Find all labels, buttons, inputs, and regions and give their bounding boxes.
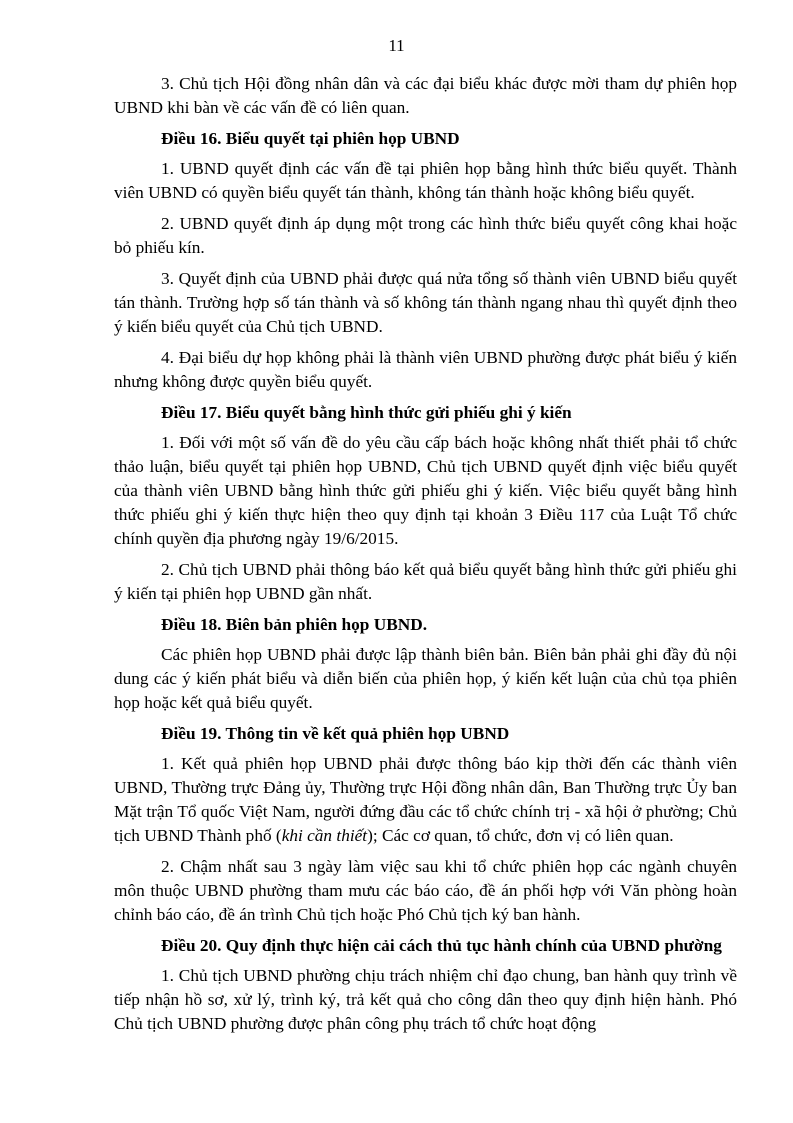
paragraph-art18: Các phiên họp UBND phải được lập thành biên bản. Biên bản phải ghi đầy đủ nội dung các ý kiến phát biểu và diễn biến của phiên họp, ý kiến kết luận của chủ tọa phiên họp hoặc kết quả biểu quyết.	[114, 645, 737, 712]
article-18-heading: Điều 18. Biên bản phiên họp UBND.	[161, 615, 428, 634]
paragraph-art15-clause3: 3. Chủ tịch Hội đồng nhân dân và các đại biểu khác được mời tham dự phiên họp UBND khi bàn về các vấn đề có liên quan.	[114, 74, 737, 117]
document-body	[114, 72, 737, 1043]
paragraph-art16-clause4: 4. Đại biểu dự họp không phải là thành viên UBND phường được phát biểu ý kiến nhưng không được quyền biểu quyết.	[114, 348, 737, 391]
article-20-heading: Điều 20. Quy định thực hiện cải cách thủ tục hành chính của UBND phường	[161, 936, 722, 955]
paragraph-art19-clause2: 2. Chậm nhất sau 3 ngày làm việc sau khi tổ chức phiên họp các ngành chuyên môn thuộc UBND phường tham mưu các báo cáo, đề án phối hợp với Văn phòng hoàn chỉnh báo cáo, đề án trình Chủ tịch hoặc Phó Chủ tịch ký ban hành.	[114, 857, 737, 924]
article-19-heading: Điều 19. Thông tin về kết quả phiên họp UBND	[161, 724, 510, 743]
art19-clause1-italic-note: khi cần thiết	[281, 826, 368, 845]
art19-clause1-text-after: ); Các cơ quan, tổ chức, đơn vị có liên quan.	[367, 826, 674, 845]
article-16-heading: Điều 16. Biểu quyết tại phiên họp UBND	[161, 129, 460, 148]
paragraph-art20-clause1: 1. Chủ tịch UBND phường chịu trách nhiệm chỉ đạo chung, ban hành quy trình về tiếp nhận hồ sơ, xử lý, trình ký, trả kết quả cho công dân theo quy định hiện hành. Phó Chủ tịch UBND phường được phân công phụ trách tổ chức hoạt động	[114, 966, 737, 1033]
art19-clause1-text-before: 1. Kết quả phiên họp UBND phải được thông báo kịp thời đến các thành viên UBND, Thường trực Đảng ủy, Thường trực Hội đồng nhân dân, Ban Thường trực Ủy ban Mặt trận Tổ quốc Việt Nam, người đứng đầu các tổ chức chính trị - xã hội ở phường; Chủ tịch UBND Thành phố (	[114, 754, 737, 845]
paragraph-art16-clause3: 3. Quyết định của UBND phải được quá nửa tổng số thành viên UBND biểu quyết tán thành. Trường hợp số tán thành và số không tán thành ngang nhau thì quyết định theo ý kiến biểu quyết của Chủ tịch UBND.	[114, 269, 737, 336]
paragraph-art16-clause1: 1. UBND quyết định các vấn đề tại phiên họp bằng hình thức biểu quyết. Thành viên UBND có quyền biểu quyết tán thành, không tán thành hoặc không biểu quyết.	[114, 159, 737, 202]
paragraph-art17-clause2: 2. Chủ tịch UBND phải thông báo kết quả biểu quyết bằng hình thức gửi phiếu ghi ý kiến tại phiên họp UBND gần nhất.	[114, 560, 737, 603]
paragraph-art17-clause1: 1. Đối với một số vấn đề do yêu cầu cấp bách hoặc không nhất thiết phải tổ chức thảo luận, biểu quyết tại phiên họp UBND, Chủ tịch UBND quyết định việc biểu quyết của thành viên UBND bằng hình thức gửi phiếu ghi ý kiến. Việc biểu quyết bằng hình thức phiếu ghi ý kiến thực hiện theo quy định tại khoản 3 Điều 117 của Luật Tổ chức chính quyền địa phương ngày 19/6/2015.	[114, 433, 737, 548]
page-number: 11	[388, 36, 405, 55]
paragraph-art19-clause1	[114, 752, 737, 848]
paragraph-art16-clause2: 2. UBND quyết định áp dụng một trong các hình thức biểu quyết công khai hoặc bỏ phiếu kín.	[114, 214, 737, 257]
article-17-heading: Điều 17. Biểu quyết bằng hình thức gửi phiếu ghi ý kiến	[161, 403, 572, 422]
